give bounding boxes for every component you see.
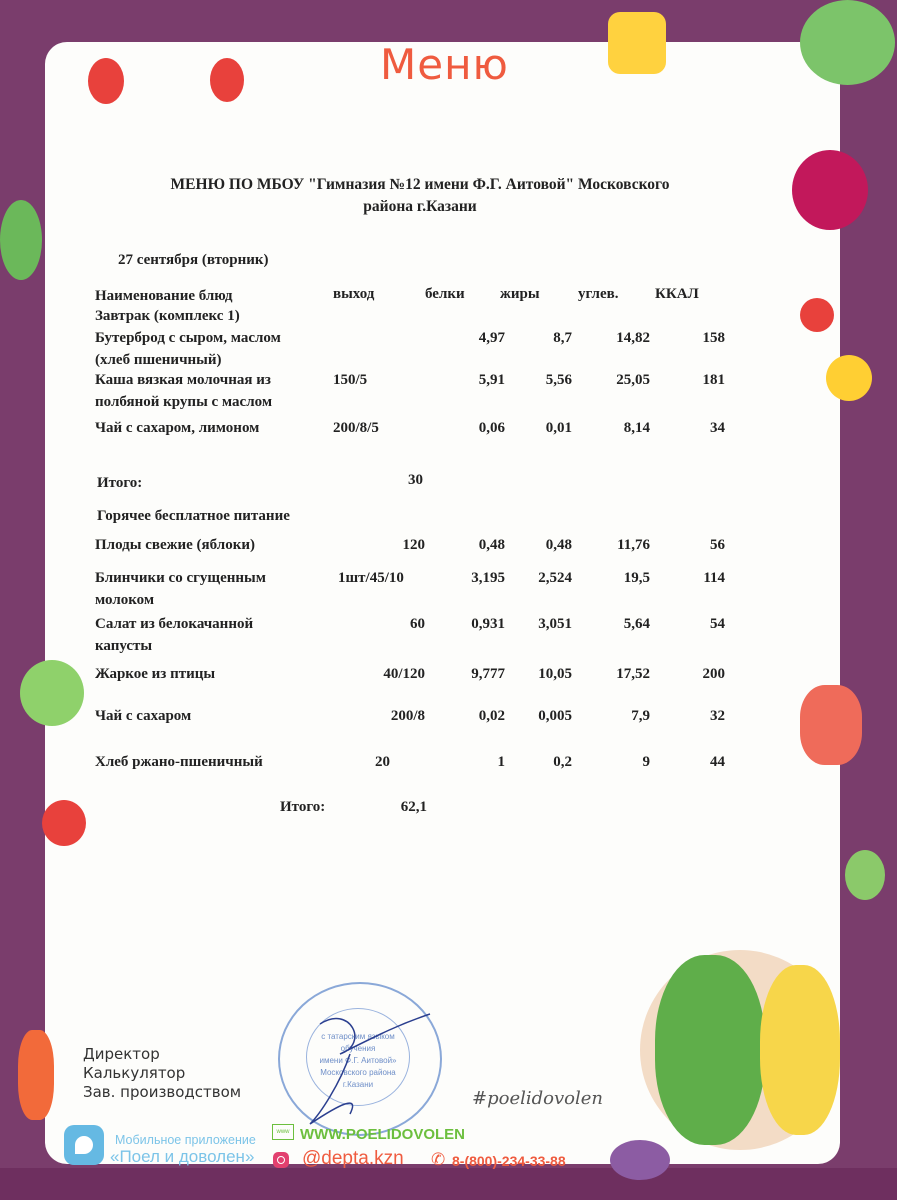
dish-name: Каша вязкая молочная из — [95, 372, 271, 388]
monitor-icon: www — [272, 1124, 294, 1140]
smiley-icon — [826, 355, 872, 401]
dish-carbs: 17,52 — [616, 666, 650, 682]
instagram-handle[interactable]: @depta.kzn — [302, 1148, 404, 1169]
dish-fat: 5,56 — [545, 372, 572, 388]
column-name-header: Наименование блюд — [95, 288, 233, 304]
dish-protein: 9,777 — [471, 666, 505, 682]
dish-kcal: 158 — [702, 330, 725, 346]
dish-yield: 150/5 — [333, 372, 368, 388]
dish-name: молоком — [95, 592, 155, 608]
dish-fat: 0,48 — [545, 537, 572, 553]
dish-yield: 20 — [375, 754, 390, 770]
dish-protein: 0,02 — [478, 708, 505, 724]
stamp-line: г.Казани — [342, 1080, 374, 1089]
hashtag: #poelidovolen — [472, 1088, 603, 1109]
cucumber-icon — [0, 200, 42, 280]
apple-character-icon — [20, 660, 84, 726]
dish-name: полбяной крупы с маслом — [95, 394, 273, 410]
dish-carbs: 11,76 — [617, 537, 650, 553]
column-fat-header: жиры — [500, 286, 540, 302]
dish-fat: 10,05 — [538, 666, 572, 682]
dish-carbs: 9 — [642, 754, 650, 770]
dish-protein: 1 — [497, 754, 505, 770]
handwritten-signature — [280, 984, 440, 1134]
dish-protein: 5,91 — [478, 372, 505, 388]
dish-name: капусты — [95, 638, 153, 654]
dish-name: Плоды свежие (яблоки) — [95, 537, 255, 553]
official-stamp — [278, 982, 442, 1136]
phone-number[interactable]: 8-(800)-234-33-88 — [452, 1153, 566, 1169]
dish-name: Салат из белокачанной — [95, 616, 254, 632]
signature-director: Директор — [83, 1045, 160, 1063]
dish-carbs: 19,5 — [623, 570, 650, 586]
dish-name: Бутерброд с сыром, маслом — [95, 330, 281, 346]
dish-kcal: 34 — [710, 420, 725, 436]
title-line-2: района г.Казани — [363, 198, 477, 215]
dish-carbs: 25,05 — [616, 372, 650, 388]
column-protein-header: белки — [425, 286, 465, 302]
dish-kcal: 114 — [703, 570, 725, 586]
dish-protein: 3,195 — [471, 570, 505, 586]
dish-yield: 120 — [402, 537, 425, 553]
dish-kcal: 200 — [702, 666, 725, 682]
dish-name: Хлеб ржано-пшеничный — [95, 754, 263, 770]
carrot-character-icon — [18, 1030, 54, 1120]
broccoli-character-icon — [655, 955, 765, 1145]
dish-yield: 200/8 — [390, 708, 425, 724]
dish-name: Жаркое из птицы — [95, 666, 216, 682]
dish-kcal: 32 — [710, 708, 725, 724]
menu-logo-title: Меню — [380, 40, 509, 89]
dish-kcal: 56 — [710, 537, 725, 553]
title-line-1: МЕНЮ ПО МБОУ "Гимназия №12 имени Ф.Г. Аитовой" Московского — [170, 176, 670, 193]
dish-carbs: 8,14 — [623, 420, 650, 436]
tomato-character-icon — [210, 58, 244, 102]
stamp-line: с татарским языком обучения — [321, 1032, 395, 1053]
dish-name: (хлеб пшеничный) — [95, 352, 222, 368]
breakfast-total: 30 — [408, 472, 423, 488]
menu-date: 27 сентября (вторник) — [118, 252, 269, 268]
dish-name: Чай с сахаром — [95, 708, 192, 724]
section-breakfast: Завтрак (комплекс 1) — [95, 308, 240, 324]
dish-protein: 0,06 — [478, 420, 505, 436]
dish-fat: 2,524 — [538, 570, 572, 586]
dish-carbs: 14,82 — [616, 330, 650, 346]
hot-total: 62,1 — [400, 799, 427, 815]
section-hot-meals: Горячее бесплатное питание — [97, 508, 290, 524]
hot-total-label: Итого: — [280, 799, 326, 815]
dish-fat: 0,2 — [553, 754, 572, 770]
banana-character-icon — [760, 965, 840, 1135]
column-yield-header: выход — [333, 286, 375, 302]
signatures — [83, 1045, 241, 1102]
dish-name: Чай с сахаром, лимоном — [95, 420, 260, 436]
document-title — [100, 174, 740, 218]
dish-kcal: 44 — [710, 754, 725, 770]
column-kcal-header: ККАЛ — [655, 286, 699, 302]
leaf-icon — [845, 850, 885, 900]
dish-protein: 4,97 — [478, 330, 505, 346]
signature-calculator: Калькулятор — [83, 1064, 186, 1082]
dish-yield: 40/120 — [383, 666, 425, 682]
lettuce-icon — [800, 0, 895, 85]
dish-fat: 0,005 — [538, 708, 572, 724]
dish-protein: 0,931 — [471, 616, 505, 632]
beet-character-icon — [792, 150, 868, 230]
dish-yield: 60 — [410, 616, 425, 632]
bottom-band — [0, 1168, 897, 1200]
candy-character-icon — [610, 1140, 670, 1180]
app-label: Мобильное приложение — [115, 1133, 256, 1147]
meat-character-icon — [800, 685, 862, 765]
dish-carbs: 5,64 — [623, 616, 650, 632]
dish-kcal: 54 — [710, 616, 725, 632]
phone-icon: ✆ — [431, 1150, 446, 1170]
dish-protein: 0,48 — [478, 537, 505, 553]
dish-yield: 200/8/5 — [333, 420, 379, 436]
dish-fat: 0,01 — [545, 420, 572, 436]
dish-carbs: 7,9 — [631, 708, 650, 724]
tomato-icon — [42, 800, 86, 846]
website-link[interactable]: WWW.POELIDOVOLEN — [300, 1126, 465, 1143]
stamp-line: Московского района — [320, 1068, 396, 1077]
dish-kcal: 181 — [702, 372, 725, 388]
dish-fat: 3,051 — [538, 616, 572, 632]
dish-yield: 1шт/45/10 — [338, 570, 404, 586]
breakfast-total-label: Итого: — [97, 475, 143, 491]
stamp-line: имени Ф.Г. Аитовой» — [319, 1056, 397, 1065]
signature-production-head: Зав. производством — [83, 1083, 242, 1101]
app-name[interactable]: «Поел и доволен» — [110, 1147, 255, 1166]
mobile-app-icon[interactable] — [64, 1125, 104, 1165]
cheese-character-icon — [608, 12, 666, 74]
tomato-icon — [800, 298, 834, 332]
instagram-icon — [273, 1152, 289, 1168]
dish-name: Блинчики со сгущенным — [95, 570, 266, 586]
column-carbs-header: углев. — [578, 286, 619, 302]
dish-fat: 8,7 — [553, 330, 572, 346]
tomato-character-icon — [88, 58, 124, 104]
